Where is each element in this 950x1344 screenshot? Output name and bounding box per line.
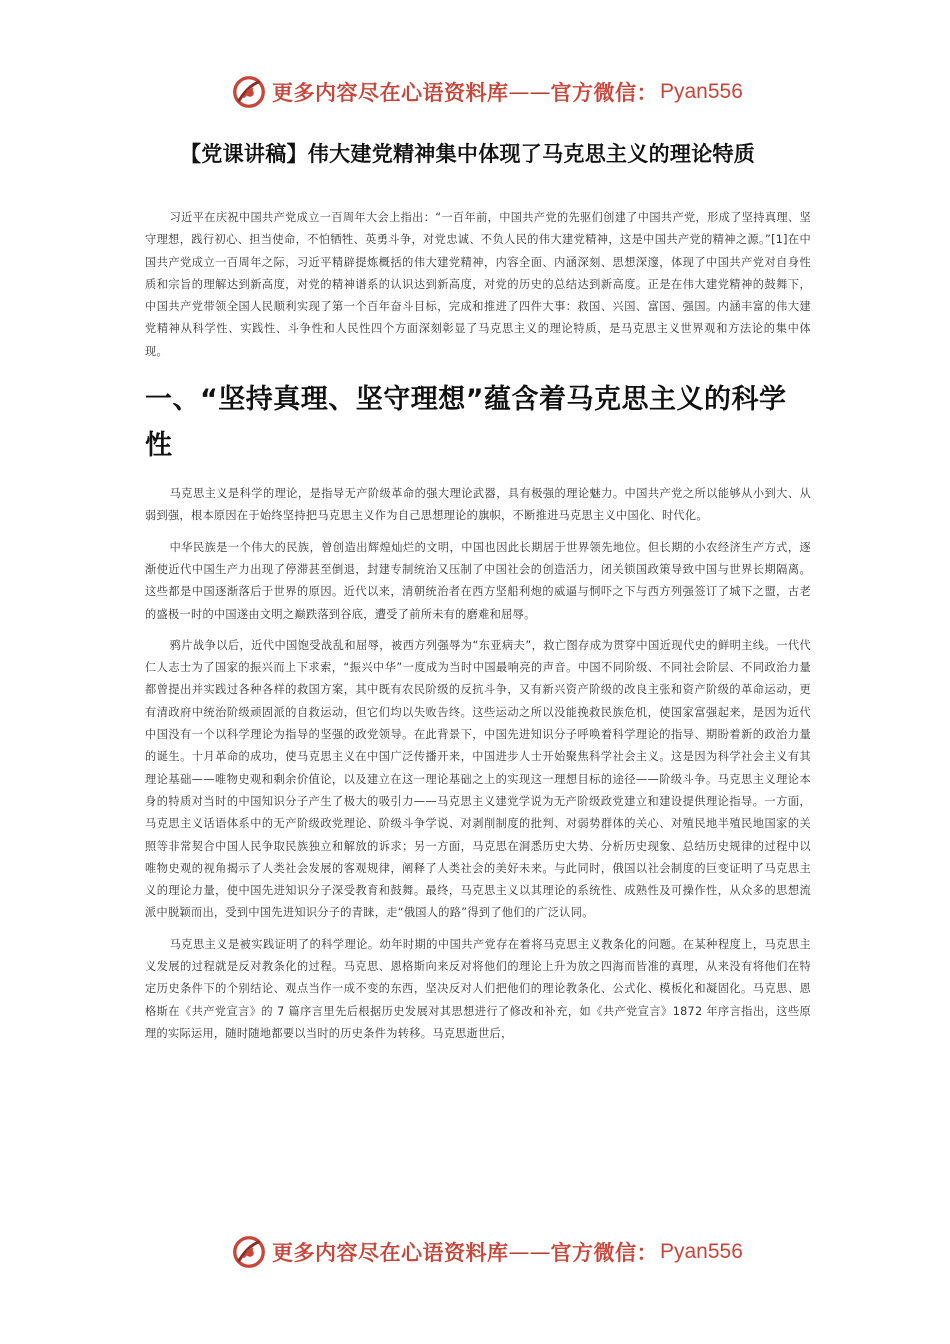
document-title: 【党课讲稿】伟大建党精神集中体现了马克思主义的理论特质 xyxy=(180,142,756,166)
section-heading: 一、“坚持真理、坚守理想”蕴含着马克思主义的科学性 xyxy=(145,384,787,462)
body-paragraph-3: 鸦片战争以后，近代中国饱受战乱和屈辱，被西方列强辱为“东亚病夫”，救亡图存成为贯穿中国近现代史的鲜明主线。一代代仁人志士为了国家的振兴而上下求索，“振兴中华”一度成为当时中国最响亮的声音。中国不同阶级、不同社会阶层、不同政治力量都曾提出并实践过各种各样的救国方案，其中既有农民阶级的反抗斗争，又有新兴资产阶级的改良主张和资产阶级的革命运动，更有清政府中统治阶级顽固派的自救运动，但它们均以失败告终。这些运动之所以没能挽救民族危机，使国家富强起来，是因为近代中国没有一个以科学理论为指导的坚强的政党领导。在此背景下，中国先进知识分子呼唤着科学理论的指导、期盼着新的政治力量的诞生。十月革命的成功，使马克思主义在中国广泛传播开来，中国进步人士开始聚焦科学社会主义。这是因为科学社会主义有其理论基础——唯物史观和剩余价值论，以及建立在这一理论基础之上的实现这一理想目标的途径——阶级斗争。马克思主义理论本身的特质对当时的中国知识分子产生了极大的吸引力——马克思主义建党学说为无产阶级政党建立和建设提供理论指导。一方面，马克思主义话语体系中的无产阶级政党理论、阶级斗争学说、对剥削制度的批判、对弱势群体的关心、对殖民地半殖民地国家的关照等非常契合中国人民争取民族独立和解放的诉求；另一方面，马克思在洞悉历史大势、分析历史现象、总结历史规律的过程中以唯物史观的视角揭示了人类社会发展的客观规律，阐释了人类社会的美好未来。与此同时，俄国以社会制度的巨变证明了马克思主义的理论力量，使中国先进知识分子深受教育和鼓舞。最终，马克思主义以其理论的系统性、成熟性及可操作性，从众多的思想流派中脱颖而出，受到中国先进知识分子的青睐，走“俄国人的路”得到了他们的广泛认同。 xyxy=(145,638,811,920)
footer-banner-label: 官方微信： xyxy=(550,1240,658,1265)
body-paragraph-4: 马克思主义是被实践证明了的科学理论。幼年时期的中国共产党存在着将马克思主义教条化的问题。在某种程度上，马克思主义发展的过程就是反对教条化的过程。马克思、恩格斯向来反对将他们的理论上升为放之四海而皆准的真理，从来没有将他们在特定历史条件下的个别结论、观点当作一成不变的东西，坚决反对人们把他们的理论教条化、公式化、模板化和凝固化。马克思、恩格斯在《共产党宣言》的 7 篇序言里先后根据历史发展对其思想进行了修改和补充，如《共产党宣言》1872 年序言指出，这些原理的实际运用，随时随地都要以当时的历史条件为转移。马克思逝世后， xyxy=(145,937,811,1040)
header-banner-text: 更多内容尽在心语资料库 xyxy=(272,80,509,105)
brand-logo-icon xyxy=(230,73,268,111)
footer-banner-inner xyxy=(230,1232,743,1272)
header-banner xyxy=(0,72,950,112)
intro-paragraph: 习近平在庆祝中国共产党成立一百周年大会上指出：“一百年前，中国共产党的先驱们创建了中国共产党，形成了坚持真理、坚守理想，践行初心、担当使命，不怕牺牲、英勇斗争，对党忠诚、不负人民的伟大建党精神，这是中国共产党的精神之源。”[1]在中国共产党成立一百周年之际，习近平精辟提炼概括的伟大建党精神，内容全面、内涵深刻、思想深邃，体现了中国共产党对自身性质和宗旨的理解达到新高度，对党的精神谱系的认识达到新高度，对党的历史的总结达到新高度。正是在伟大建党精神的鼓舞下，中国共产党带领全国人民顺利实现了第一个百年奋斗目标，完成和推进了四件大事：救国、兴国、富国、强国。内涵丰富的伟大建党精神从科学性、实践性、斗争性和人民性四个方面深刻彰显了马克思主义的理论特质，是马克思主义世界观和方法论的集中体现。 xyxy=(145,211,811,358)
brand-logo-icon xyxy=(230,1233,268,1271)
footer-banner-text: 更多内容尽在心语资料库 xyxy=(272,1240,509,1265)
header-banner-inner xyxy=(230,72,743,112)
body-paragraph-2: 中华民族是一个伟大的民族，曾创造出辉煌灿烂的文明，中国也因此长期居于世界领先地位。但长期的小农经济生产方式，逐渐使近代中国生产力出现了停滞甚至倒退，封建专制统治又压制了中国社会的创造活力，闭关锁国政策导致中国与世界长期隔离。这些都是中国逐渐落后于世界的原因。近代以来，清朝统治者在西方坚船利炮的威逼与恫吓之下与西方列强签订了城下之盟，古老的盛极一时的中国遂由文明之巅跌落到谷底，遭受了前所未有的磨难和屈辱。 xyxy=(145,540,811,621)
document-body xyxy=(145,207,811,1045)
header-banner-id: Pyan556 xyxy=(660,80,743,103)
footer-banner-dash: —— xyxy=(508,1240,551,1264)
footer-banner-id: Pyan556 xyxy=(660,1240,743,1263)
footer-banner xyxy=(0,1232,950,1272)
body-paragraph-1: 马克思主义是科学的理论，是指导无产阶级革命的强大理论武器，具有极强的理论魅力。中国共产党之所以能够从小到大、从弱到强，根本原因在于始终坚持把马克思主义作为自己思想理论的旗帜，不断推进马克思主义中国化、时代化。 xyxy=(145,487,811,523)
header-banner-dash: —— xyxy=(508,80,551,104)
header-banner-label: 官方微信： xyxy=(550,80,658,105)
